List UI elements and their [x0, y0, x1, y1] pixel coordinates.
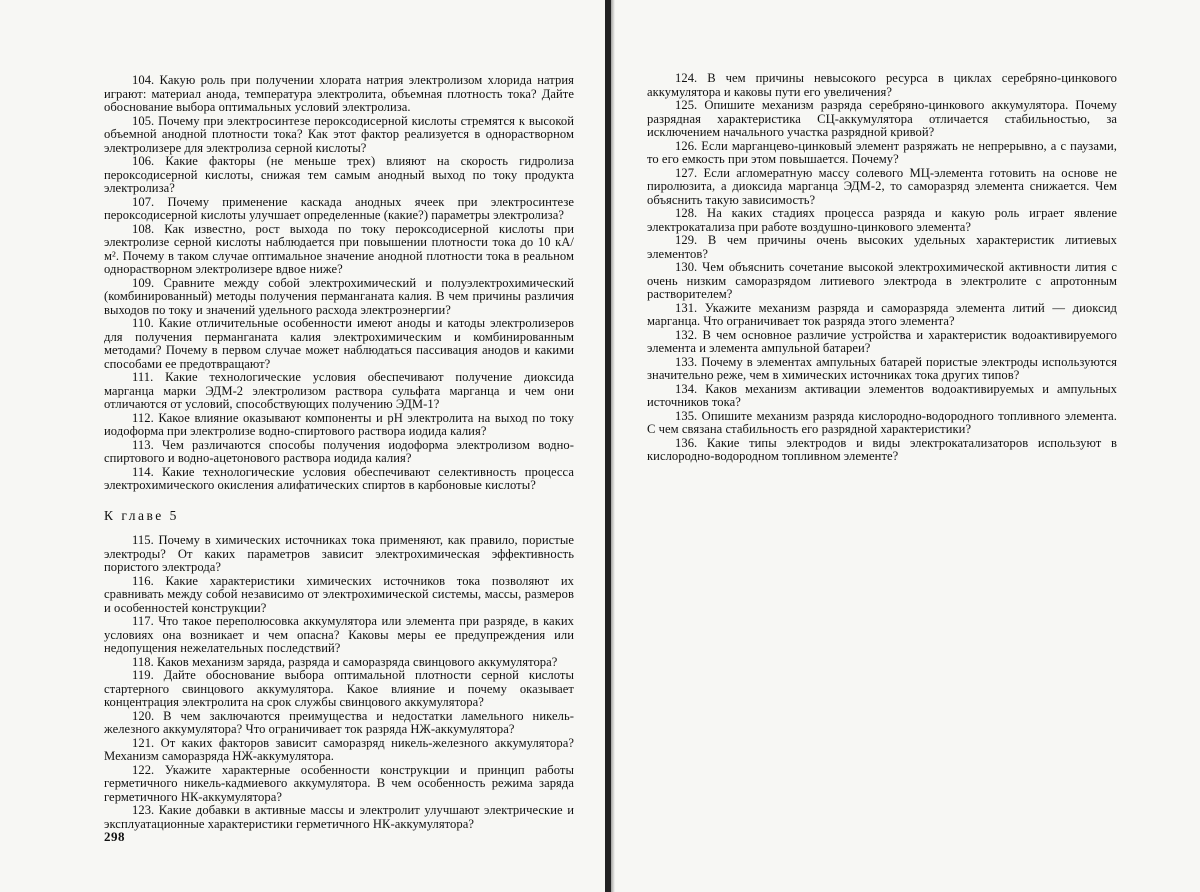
chapter-heading: К главе 5	[104, 507, 179, 523]
question-paragraph: 106. Какие факторы (не меньше трех) влияют на скорость гидролиза пероксодисерной кислоты, снижая тем самым анодный выход по току продукта электролиза?	[104, 154, 574, 195]
question-paragraph: 125. Опишите механизм разряда серебряно-цинкового аккумулятора. Почему разрядная характеристика СЦ-аккумулятора отличается стабильностью, за исключением начального участка разрядной кривой?	[647, 98, 1117, 139]
question-paragraph: 131. Укажите механизм разряда и саморазряда элемента литий — диоксид марганца. Что ограничивает ток разряда этого элемента?	[647, 300, 1117, 328]
question-paragraph: 118. Каков механизм заряда, разряда и саморазряда свинцового аккумулятора?	[132, 654, 558, 669]
left-text-column	[104, 74, 574, 831]
question-paragraph: 108. Как известно, рост выхода по току пероксодисерной кислоты при электролизе серной кислоты наблюдается при повышении плотности тока до 10 кА/м². Почему в таком случае оптимальное значение анодной плотности тока в реальном однорастворном электролизере вдвое ниже?	[104, 221, 574, 276]
question-paragraph: 136. Какие типы электродов и виды электрокатализаторов используют в кислородно-водородном топливном элементе?	[647, 435, 1117, 463]
question-paragraph: 110. Какие отличительные особенности имеют аноды и катоды электролизеров для получения перманганата калия электрохимическим и комбинированным методами? Почему в первом случае может наблюдаться пассивация анодов и какими способами ее предотвращают?	[104, 316, 574, 371]
question-paragraph: 109. Сравните между собой электрохимический и полуэлектрохимический (комбинированный) методы получения перманганата калия. В чем причины различия выходов по току и значений удельного расхода электроэнергии?	[104, 275, 574, 317]
question-paragraph: 120. В чем заключаются преимущества и недостатки ламельного никель-железного аккумулятора? Что ограничивает ток разряда НЖ-аккумулятора?	[104, 708, 574, 736]
question-paragraph: 134. Каков механизм активации элементов водоактивируемых и ампульных источников тока?	[647, 381, 1117, 409]
question-paragraph: 104. Какую роль при получении хлората натрия электролизом хлорида натрия играют: материал анода, температура электролита, объемная плотность тока? Дайте обоснование выбора оптимальных условий электролиза.	[104, 73, 574, 114]
question-paragraph: 133. Почему в элементах ампульных батарей пористые электроды используются значительно реже, чем в химических источниках тока других типов?	[647, 354, 1117, 382]
question-paragraph: 124. В чем причины невысокого ресурса в циклах серебряно-цинкового аккумулятора и каковы пути его увеличения?	[647, 71, 1117, 99]
question-paragraph: 135. Опишите механизм разряда кислородно-водородного топливного элемента. С чем связана стабильность его разрядной характеристики?	[647, 408, 1117, 436]
question-paragraph: 112. Какое влияние оказывают компоненты и pH электролита на выход по току иодоформа при электролизе водно-спиртового раствора иодида калия?	[104, 410, 574, 438]
question-paragraph: 115. Почему в химических источниках тока применяют, как правило, пористые электроды? От каких параметров зависит электрохимическая эффективность пористого электрода?	[104, 533, 574, 574]
question-paragraph: 128. На каких стадиях процесса разряда и какую роль играет явление электрокатализа при работе воздушно-цинкового элемента?	[647, 206, 1117, 234]
question-paragraph: 126. Если марганцево-цинковый элемент разряжать не непрерывно, а с паузами, то его емкость при этом повышается. Почему?	[647, 138, 1117, 166]
question-paragraph: 119. Дайте обоснование выбора оптимальной плотности серной кислоты стартерного свинцового аккумулятора. Какое влияние и почему оказывает концентрация электролита на срок службы свинцового аккумулятора?	[104, 668, 574, 709]
question-paragraph: 121. От каких факторов зависит саморазряд никель-железного аккумулятора? Механизм саморазряда НЖ-аккумулятора.	[104, 735, 574, 763]
question-paragraph: 111. Какие технологические условия обеспечивают получение диоксида марганца марки ЭДМ-2 электролизом раствора сульфата марганца и чем они отличаются от условий, способствующих получению ЭДМ-1?	[104, 370, 574, 411]
question-paragraph: 129. В чем причины очень высоких удельных характеристик литиевых элементов?	[647, 233, 1117, 261]
question-paragraph: 127. Если агломератную массу солевого МЦ-элемента готовить на основе не пиролюзита, а диоксида марганца ЭДМ-2, то саморазряд элемента снижается. Чем объяснить такую зависимость?	[647, 165, 1117, 207]
question-paragraph: 105. Почему при электросинтезе пероксодисерной кислоты стремятся к высокой объемной анодной плотности тока? Как этот фактор реализуется в однорастворном электролизере для электролиза серной кислоты?	[104, 113, 574, 155]
question-paragraph: 117. Что такое переполюсовка аккумулятора или элемента при разряде, в каких условиях она возникает и чем опасна? Каковы меры ее предупреждения или недопущения нежелательных последствий?	[104, 614, 574, 655]
binding-shadow	[611, 0, 615, 892]
question-paragraph: 113. Чем различаются способы получения иодоформа электролизом водно-спиртового и водно-ацетонового раствора иодида калия?	[104, 437, 574, 465]
question-paragraph: 107. Почему применение каскада анодных ячеек при электросинтезе пероксодисерной кислоты улучшает определенные (какие?) параметры электролиза?	[104, 194, 574, 222]
question-paragraph: 116. Какие характеристики химических источников тока позволяют их сравнивать между собой независимо от электрохимической системы, массы, размеров и особенностей конструкции?	[104, 573, 574, 615]
right-text-column	[647, 72, 1117, 464]
question-paragraph: 130. Чем объяснить сочетание высокой электрохимической активности лития с очень низким саморазрядом литиевого электрода в электролите с апротонным растворителем?	[647, 260, 1117, 301]
question-paragraph: 122. Укажите характерные особенности конструкции и принцип работы герметичного никель-кадмиевого аккумулятора. В чем особенность режима заряда герметичного НК-аккумулятора?	[104, 762, 574, 804]
page-number: 298	[104, 829, 125, 844]
question-paragraph: 123. Какие добавки в активные массы и электролит улучшают электрические и эксплуатационные характеристики герметичного НК-аккумулятора?	[104, 803, 574, 831]
question-paragraph: 132. В чем основное различие устройства и характеристик водоактивируемого элемента и элемента ампульной батареи?	[647, 327, 1117, 355]
question-paragraph: 114. Какие технологические условия обеспечивают селективность процесса электрохимического окисления алифатических спиртов в карбоновые кислоты?	[104, 464, 574, 492]
